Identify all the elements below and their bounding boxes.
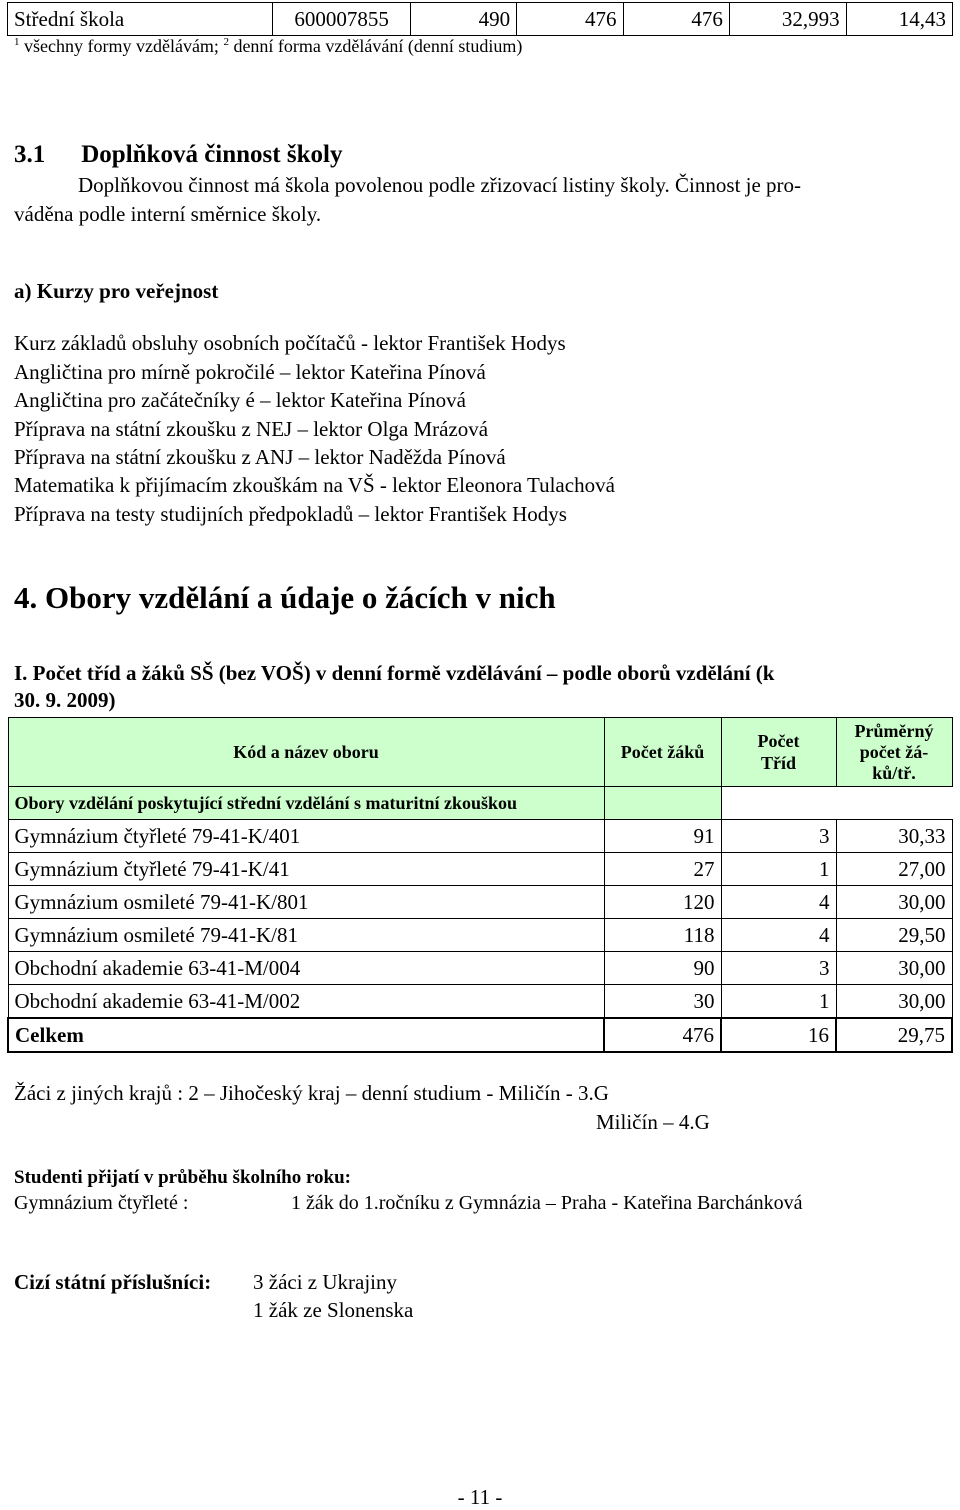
table-caption-line-1: I. Počet tříd a žáků SŠ (bez VOŠ) v denní formě vzdělávání – podle oborů vzdělání (k [14, 661, 775, 685]
page-number: - 11 - [457, 1485, 503, 1509]
header-classes [721, 718, 836, 787]
subheader-blank-cell [721, 787, 836, 820]
admitted-value: 1 žák do 1.ročníku z Gymnázia – Praha - Kateřina Barchánková [291, 1192, 803, 1214]
course-item: Kurz základů obsluhy osobních počítačů - lektor František Hodys [14, 331, 566, 355]
footnote-text-1: všechny formy vzdělávám; [24, 36, 219, 56]
subheader-blank-cell [836, 787, 952, 820]
field-name-cell: Gymnázium osmileté 79-41-K/81 [8, 919, 604, 952]
field-name-cell: Obchodní akademie 63-41-M/002 [8, 985, 604, 1019]
table-caption-line-2: 30. 9. 2009) [14, 688, 116, 712]
header-average-line-3: ků/tř. [872, 762, 916, 783]
value-cell-1: 490 [410, 3, 516, 36]
course-item: Angličtina pro mírně pokročilé – lektor Kateřina Pínová [14, 360, 486, 384]
header-average [836, 718, 952, 787]
table-row [8, 820, 952, 853]
average-cell: 30,00 [836, 952, 952, 985]
section-title: Doplňková činnost školy [81, 141, 343, 168]
average-cell: 27,00 [836, 853, 952, 886]
footnote-marker-2: 2 [223, 36, 229, 48]
table-row [8, 886, 952, 919]
foreigners-label: Cizí státní příslušníci: [14, 1270, 212, 1294]
average-cell: 30,33 [836, 820, 952, 853]
header-classes-line-1: Počet [757, 731, 800, 751]
classes-cell: 3 [721, 820, 836, 853]
classes-cell: 4 [721, 886, 836, 919]
field-name-cell: Obchodní akademie 63-41-M/004 [8, 952, 604, 985]
value-cell-2: 476 [517, 3, 623, 36]
students-cell: 118 [604, 919, 721, 952]
section-heading-4: 4. Obory vzdělání a údaje o žácích v nich [14, 580, 556, 615]
table-row [8, 952, 952, 985]
header-average-line-2: počet žá- [859, 741, 929, 762]
foreigners-line-1: 3 žáci z Ukrajiny [253, 1270, 398, 1294]
field-name-cell: Gymnázium čtyřleté 79-41-K/401 [8, 820, 604, 853]
classes-cell: 1 [721, 985, 836, 1019]
classes-cell: 1 [721, 853, 836, 886]
average-cell: 30,00 [836, 985, 952, 1019]
school-type-cell: Střední škola [8, 3, 273, 36]
section-paragraph-line-1: Doplňkovou činnost má škola povolenou podle zřizovací listiny školy. Činnost je pro- [78, 173, 802, 197]
course-item: Angličtina pro začátečníky é – lektor Kateřina Pínová [14, 388, 466, 412]
average-cell: 30,00 [836, 886, 952, 919]
header-field: Kód a název oboru [8, 718, 604, 787]
field-name-cell: Gymnázium osmileté 79-41-K/801 [8, 886, 604, 919]
value-cell-3: 476 [623, 3, 729, 36]
table-header-row [8, 718, 952, 787]
total-classes-cell: 16 [721, 1018, 836, 1052]
average-cell: 29,50 [836, 919, 952, 952]
table-subheader-row [8, 787, 952, 820]
header-average-line-1: Průměrný [854, 720, 934, 741]
other-regions-line-1: Žáci z jiných krajů : 2 – Jihočeský kraj – denní studium - Miličín - 3.G [14, 1081, 609, 1105]
school-summary-row [8, 3, 953, 36]
header-students: Počet žáků [604, 718, 721, 787]
footnote [14, 36, 522, 57]
courses-heading: a) Kurzy pro veřejnost [14, 279, 219, 303]
students-cell: 91 [604, 820, 721, 853]
table-row [8, 919, 952, 952]
course-item: Matematika k přijímacím zkouškám na VŠ - lektor Eleonora Tulachová [14, 473, 615, 497]
section-number: 3.1 [14, 141, 46, 168]
subheader-empty-cell [604, 787, 721, 820]
other-regions-line-2: Miličín – 4.G [596, 1110, 710, 1134]
footnote-marker-1: 1 [14, 36, 20, 48]
students-cell: 120 [604, 886, 721, 919]
admitted-label: Gymnázium čtyřleté : [14, 1192, 189, 1214]
subheader-cell: Obory vzdělání poskytující střední vzdělání s maturitní zkouškou [8, 787, 604, 820]
school-summary-table [7, 2, 953, 36]
course-item: Příprava na státní zkoušku z ANJ – lektor Naděžda Pínová [14, 445, 506, 469]
students-cell: 30 [604, 985, 721, 1019]
table-row [8, 853, 952, 886]
section-heading-3-1 [14, 141, 342, 169]
course-item: Příprava na testy studijních předpokladů – lektor František Hodys [14, 502, 567, 526]
field-name-cell: Gymnázium čtyřleté 79-41-K/41 [8, 853, 604, 886]
total-label-cell: Celkem [8, 1018, 604, 1052]
table-row [8, 985, 952, 1019]
footnote-text-2: denní forma vzdělávání (denní studium) [233, 36, 523, 56]
table-total-row [8, 1018, 952, 1052]
total-average-cell: 29,75 [836, 1018, 952, 1052]
classes-cell: 4 [721, 919, 836, 952]
school-id-cell: 600007855 [273, 3, 410, 36]
fields-of-study-table [7, 717, 953, 1053]
admitted-heading: Studenti přijatí v průběhu školního roku: [14, 1167, 351, 1188]
value-cell-4: 32,993 [729, 3, 846, 36]
section-paragraph-line-2: váděna podle interní směrnice školy. [14, 202, 322, 226]
students-cell: 90 [604, 952, 721, 985]
students-cell: 27 [604, 853, 721, 886]
total-students-cell: 476 [604, 1018, 721, 1052]
course-item: Příprava na státní zkoušku z NEJ – lektor Olga Mrázová [14, 417, 489, 441]
header-classes-line-2: Tříd [760, 753, 796, 773]
classes-cell: 3 [721, 952, 836, 985]
foreigners-line-2: 1 žák ze Slonenska [253, 1298, 414, 1322]
value-cell-5: 14,43 [846, 3, 952, 36]
